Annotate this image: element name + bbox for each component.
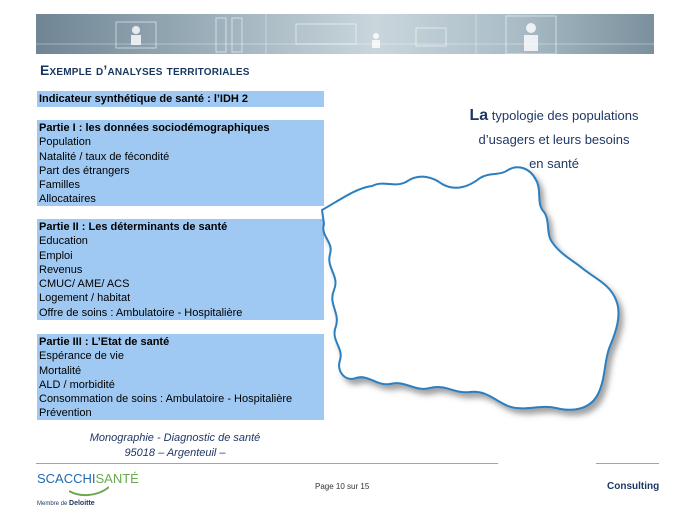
caption-line2: 95018 – Argenteuil – — [124, 447, 226, 459]
part1-item: Allocataires — [39, 193, 96, 206]
part3-item: Consommation de soins : Ambulatoire - Hospitalière — [39, 393, 293, 406]
part1-item: Natalité / taux de fécondité — [39, 150, 170, 163]
caption-line1: Monographie - Diagnostic de santé — [89, 432, 261, 444]
indicator-box — [37, 91, 324, 107]
tagline-line3: en santé — [529, 156, 579, 171]
part2-box — [37, 219, 324, 320]
part3-item: Espérance de vie — [39, 350, 124, 363]
logo-part1: SCACCHI — [37, 471, 96, 486]
part2-heading: Partie II : Les déterminants de santé — [39, 221, 228, 233]
indicator-label: Indicateur synthétique de santé : l’IDH 2 — [39, 93, 249, 105]
consulting-label: Consulting — [607, 481, 660, 492]
deloitte-brand: Deloitte — [69, 500, 95, 507]
part2-item: CMUC/ AME/ ACS — [39, 278, 130, 291]
map-caption — [40, 431, 310, 461]
tagline-lead: La — [469, 107, 489, 124]
tagline — [438, 104, 670, 176]
member-of-label: Membre de — [37, 501, 68, 507]
part2-item: Logement / habitat — [39, 292, 131, 305]
logo-part2: SANTÉ — [95, 471, 139, 486]
part2-item: Offre de soins : Ambulatoire - Hospitalière — [39, 306, 243, 319]
part1-box — [37, 120, 324, 206]
part3-heading: Partie III : L’Etat de santé — [39, 336, 170, 348]
page-number: Page 10 sur 15 — [315, 482, 370, 491]
tagline-line1: typologie des populations — [491, 108, 639, 123]
footer-divider — [36, 463, 498, 464]
header-banner-image — [36, 14, 654, 54]
part1-heading: Partie I : les données sociodémographiques — [39, 122, 270, 134]
part1-item: Part des étrangers — [39, 164, 130, 177]
part3-item: Mortalité — [39, 364, 82, 377]
territory-map-outline — [310, 150, 645, 440]
tagline-line2: d’usagers et leurs besoins — [478, 132, 630, 147]
part1-item: Population — [39, 136, 91, 149]
slide-title: Exemple d’analyses territoriales — [40, 62, 250, 78]
footer-divider-right — [596, 463, 659, 464]
member-of-deloitte — [37, 500, 95, 507]
part1-item: Familles — [39, 179, 80, 192]
part2-item: Revenus — [39, 263, 83, 276]
scacchi-sante-logo — [37, 471, 139, 486]
part2-item: Education — [39, 235, 88, 248]
part3-item: ALD / morbidité — [39, 378, 115, 391]
part2-item: Emploi — [39, 249, 73, 262]
part3-item: Prévention — [39, 407, 92, 420]
logo-swoosh-icon — [69, 485, 109, 497]
part3-box — [37, 334, 324, 420]
